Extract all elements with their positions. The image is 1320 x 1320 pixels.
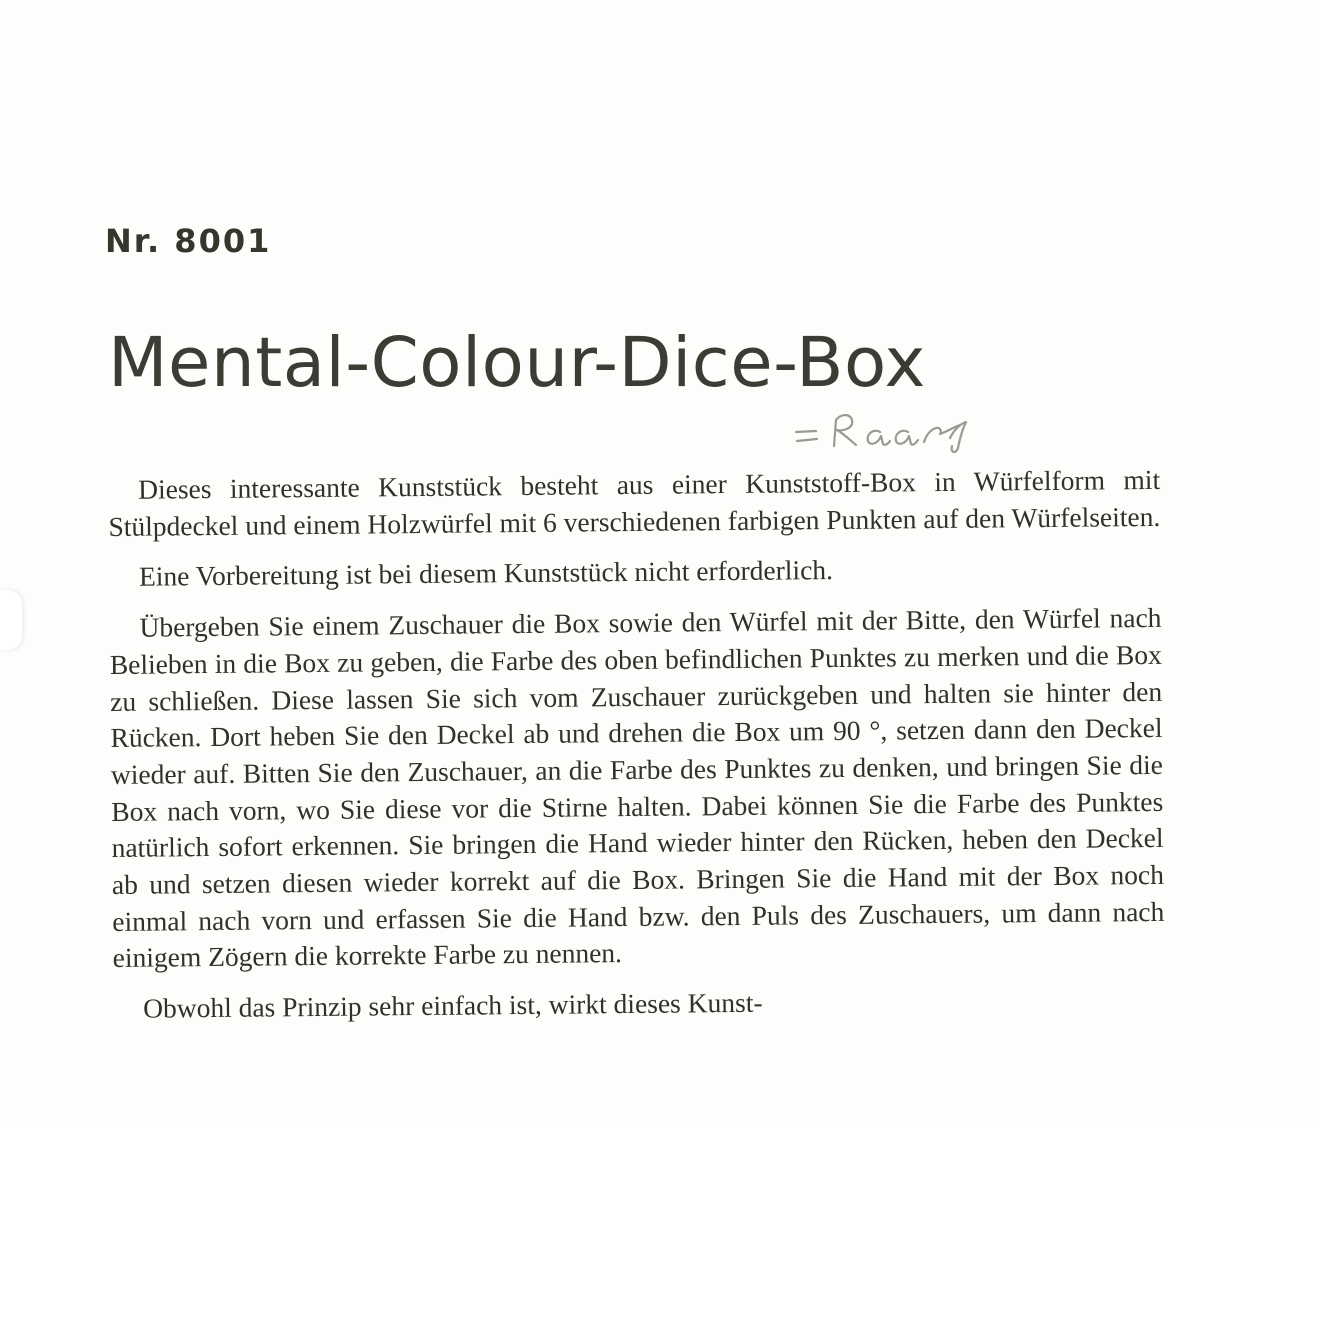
page-cutoff-edge	[0, 1128, 1320, 1320]
document-title: Mental-Colour-Dice-Box	[108, 323, 926, 403]
paragraph-cut-off: Obwohl das Prinzip sehr einfach ist, wirkt dieses Kunst-	[143, 986, 763, 1024]
paragraph-intro: Dieses interessante Kunststück besteht aus einer Kunststoff-Box in Würfelform mit Stülpdeckel und einem Holzwürfel mit 6 verschiedenen farbigen Punkten auf den Würfelseiten.	[108, 463, 1161, 542]
paragraph-procedure: Übergeben Sie einem Zuschauer die Box sowie den Würfel mit der Bitte, den Würfel nach Belieben in die Box zu geben, die Farbe des oben befindlichen Punktes zu merken und die Box zu schließen. Diese lassen Sie sich vom Zuschauer zurückgeben und halten sie hinter den Rücken. Dort heben Sie den Deckel ab und drehen die Box um 90 °, setzen dann den Deckel wieder auf. Bitten Sie den Zuschauer, an die Farbe des Punktes zu denken, und bringen Sie die Box nach vorn, wo Sie diese vor die Stirne halten. Dabei können Sie die Farbe des Punktes natürlich sofort erkennen. Sie bringen die Hand wieder hinter den Rücken, heben den Deckel ab und setzen diesen wieder korrekt auf die Box. Bringen Sie die Hand mit der Box noch einmal nach vorn und erfassen Sie die Hand bzw. den Puls des Zuschauers, um dann nach einigem Zögern die korrekte Farbe zu nennen.	[109, 602, 1165, 974]
paragraph-preparation: Eine Vorbereitung ist bei diesem Kunststück nicht erforderlich.	[138, 554, 834, 593]
handwritten-note	[790, 398, 980, 458]
paper-edge-notch	[0, 590, 22, 650]
document-body	[108, 462, 1165, 1040]
item-number: Nr. 8001	[105, 222, 272, 260]
